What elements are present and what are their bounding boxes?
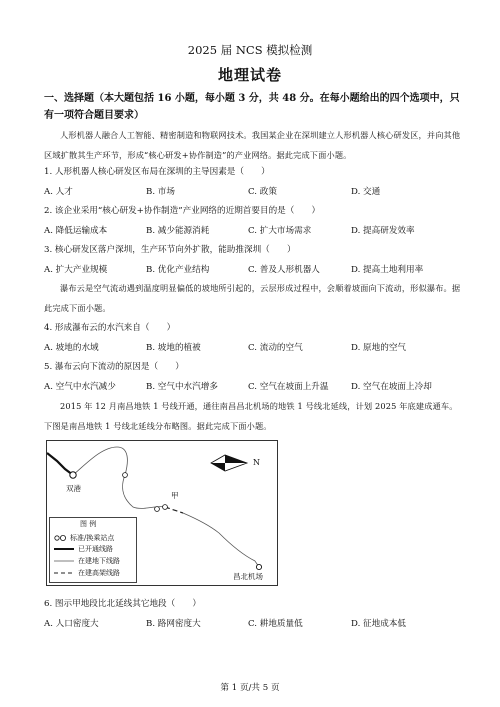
question-1-option-a[interactable]: A. 人才 [44, 187, 73, 197]
page-footer: 第 1 页/共 5 页 [220, 683, 280, 693]
legend-title: 图 例 [80, 520, 97, 528]
question-6-stem: 6. 图示甲地段比北延线其它地段（ ） [44, 599, 202, 609]
section-heading-line2: 有一项符合题目要求） [44, 110, 144, 121]
underground-line [73, 447, 165, 508]
question-2-option-d[interactable]: D. 提高研发效率 [351, 226, 415, 236]
question-3-option-a[interactable]: A. 扩大产业规模 [44, 265, 108, 275]
question-1-option-d[interactable]: D. 交通 [351, 187, 381, 197]
north-label: N [253, 458, 260, 467]
question-4-stem: 4. 形成瀑布云的水汽来自（ ） [44, 323, 176, 333]
passage-robot: 人形机器人融合人工智能、精密制造和物联网技术。我国某企业在深圳建立人形机器人核心研发区，并向其他区域扩散其生产环节，形成“核心研发+协作制造”的产业网络。据此完成下面小题。 [44, 130, 461, 160]
question-3-option-c[interactable]: C. 普及人形机器人 [248, 265, 320, 275]
section-heading-line1: 一、选择题（本大题包括 16 小题，每小题 3 分，共 48 分。在每小题给出的四个选项中，只 [44, 93, 460, 104]
question-6-option-a[interactable]: A. 人口密度大 [44, 619, 99, 629]
exam-title: 2025 届 NCS 模拟检测 [187, 43, 313, 57]
question-5-stem: 5. 瀑布云向下流动的原因是（ ） [44, 362, 184, 372]
question-6-option-b[interactable]: B. 路网密度大 [146, 619, 201, 629]
question-5-option-a[interactable]: A. 空气中水汽减少 [44, 382, 116, 392]
legend-station-label: 标准/换乘站点 [70, 534, 115, 542]
map-legend [49, 517, 137, 583]
question-5-option-b[interactable]: B. 空气中水汽增多 [146, 382, 218, 392]
legend-transfer-icon [60, 535, 65, 540]
question-6-option-d[interactable]: D. 征地成本低 [351, 619, 407, 629]
station-marker [163, 505, 168, 510]
label-shuanggang: 双港 [66, 484, 81, 493]
legend-opened-label: 已开通线路 [78, 545, 113, 553]
underground-line-2 [183, 513, 259, 567]
question-6-option-c[interactable]: C. 耕地质量低 [248, 619, 303, 629]
question-1-stem: 1. 人形机器人核心研发区布局在深圳的主导因素是（ ） [44, 167, 270, 177]
question-2-option-a[interactable]: A. 降低运输成本 [44, 226, 108, 236]
section-heading [44, 90, 464, 124]
passage-metro: 2015 年 12 月南昌地铁 1 号线开通，通往南昌昌北机场的地铁 1 号线北延线，计划 2025 年底建成通车。下图是南昌地铁 1 号线北延线分布略图。据此完成下面小题。 [44, 401, 458, 431]
question-2-option-c[interactable]: C. 扩大市场需求 [248, 226, 312, 236]
subject-title: 地理试卷 [217, 66, 282, 84]
question-4-option-d[interactable]: D. 原地的空气 [351, 343, 407, 353]
question-4-option-b[interactable]: B. 坡地的植被 [146, 343, 201, 353]
north-arrow-icon [211, 455, 247, 471]
question-4-option-c[interactable]: C. 流动的空气 [248, 343, 303, 353]
question-3-option-b[interactable]: B. 优化产业结构 [146, 265, 210, 275]
elevated-line [165, 507, 183, 513]
question-3-stem: 3. 核心研发区落户深圳，生产环节向外扩散，能助推深圳（ ） [44, 245, 296, 255]
question-2-stem: 2. 该企业采用“核心研发+协作制造”产业网络的近期首要目的是（ ） [44, 206, 321, 216]
label-airport: 昌北机场 [233, 572, 263, 581]
station-airport [256, 564, 261, 569]
station-marker [123, 473, 128, 478]
question-3-option-d[interactable]: D. 提高土地利用率 [351, 265, 424, 275]
legend-underground-label: 在建地下线路 [78, 557, 120, 565]
question-2-option-b[interactable]: B. 减少能源消耗 [146, 226, 210, 236]
legend-station-icon [55, 536, 59, 540]
opened-line [47, 453, 73, 475]
question-5-option-c[interactable]: C. 空气在坡面上升温 [248, 382, 329, 392]
question-4-option-a[interactable]: A. 坡地的水域 [44, 343, 99, 353]
question-1-option-c[interactable]: C. 政策 [248, 187, 277, 197]
legend-elevated-label: 在建高架线路 [78, 569, 120, 577]
label-jia: 甲 [171, 491, 179, 500]
station-marker [155, 507, 160, 512]
question-1-option-b[interactable]: B. 市场 [146, 187, 175, 197]
question-5-option-d[interactable]: D. 空气在坡面上冷却 [351, 382, 432, 392]
station-shuanggang [70, 472, 76, 478]
passage-waterfall-cloud: 瀑布云是空气流动遇到温度明显偏低的坡地所引起的，云层形成过程中，会顺着坡面向下流动，形似瀑布。据此完成下面小题。 [44, 283, 461, 313]
